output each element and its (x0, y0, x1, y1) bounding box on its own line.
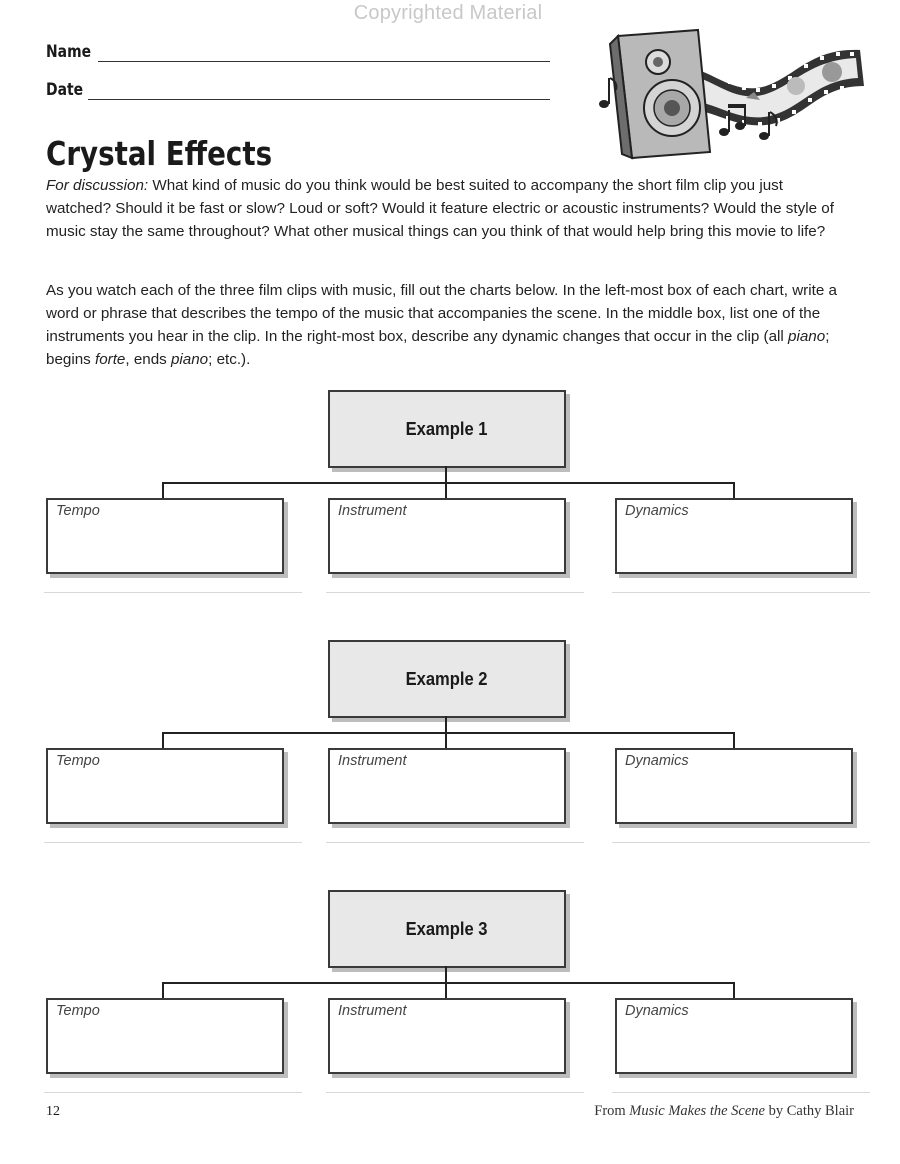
tempo-box[interactable] (46, 498, 284, 574)
divider (44, 1092, 302, 1093)
tempo-box[interactable] (46, 998, 284, 1074)
tempo-label: Tempo (56, 753, 100, 769)
connector-line (445, 482, 447, 498)
speaker-film-artwork (596, 28, 868, 162)
connector-line (162, 982, 164, 998)
dynamics-label: Dynamics (625, 753, 689, 769)
instrument-box[interactable] (328, 748, 566, 824)
instrument-label: Instrument (338, 503, 407, 519)
tempo-label: Tempo (56, 1003, 100, 1019)
tempo-label: Tempo (56, 503, 100, 519)
instructions-text: , ends (125, 351, 171, 368)
divider (44, 842, 302, 843)
instrument-label: Instrument (338, 753, 407, 769)
example-title-box (328, 640, 566, 718)
dynamics-label: Dynamics (625, 503, 689, 519)
credit-suffix: by Cathy Blair (764, 1103, 854, 1119)
discussion-paragraph (46, 174, 846, 243)
connector-line (162, 482, 164, 498)
example-title: Example 3 (406, 918, 488, 939)
dynamics-label: Dynamics (625, 1003, 689, 1019)
credit-prefix: From (594, 1103, 630, 1119)
connector-line (733, 732, 735, 748)
instructions-text: ; begins (46, 328, 830, 368)
instructions-text: ; etc.). (208, 351, 251, 368)
divider (326, 1092, 584, 1093)
dynamics-box[interactable] (615, 748, 853, 824)
divider (326, 592, 584, 593)
chart-example-2 (0, 640, 900, 850)
watermark: Copyrighted Material (353, 2, 543, 24)
connector-line (162, 982, 735, 984)
name-field[interactable] (98, 61, 550, 62)
speaker-icon (610, 30, 710, 158)
page-number: 12 (46, 1104, 60, 1119)
example-title: Example 2 (406, 668, 488, 689)
connector-line (733, 982, 735, 998)
connector-line (733, 482, 735, 498)
discussion-text: What kind of music do you think would be best suited to accompany the short film clip you just watched? Should it be fast or slow? Loud or soft? Would it feature electric or acoustic instruments? Would the style of music stay the same throughout? What other musical things can you think of that would help bring this movie to life? (46, 177, 834, 240)
divider (326, 842, 584, 843)
connector-line (162, 732, 735, 734)
discussion-lead: For discussion: (46, 177, 149, 194)
example-title-box (328, 890, 566, 968)
instructions-emphasis: piano (170, 351, 209, 368)
example-title-box (328, 390, 566, 468)
divider (612, 1092, 870, 1093)
divider (44, 592, 302, 593)
connector-line (162, 732, 164, 748)
divider (612, 842, 870, 843)
date-label: Date (46, 80, 84, 100)
connector-line (162, 482, 735, 484)
instrument-box[interactable] (328, 998, 566, 1074)
date-field[interactable] (88, 99, 550, 100)
instrument-box[interactable] (328, 498, 566, 574)
dynamics-box[interactable] (615, 498, 853, 574)
chart-example-3 (0, 890, 900, 1100)
instrument-label: Instrument (338, 1003, 407, 1019)
tempo-box[interactable] (46, 748, 284, 824)
example-title: Example 1 (406, 418, 488, 439)
instructions-text: As you watch each of the three film clips with music, fill out the charts below. In the left-most box of each chart, write a word or phrase that describes the tempo of the music that accompanies the scene. In the middle box, list one of the instruments you hear in the clip. In the right-most box, describe any dynamic changes that occur in the clip (all (46, 282, 837, 345)
divider (612, 592, 870, 593)
page-title: Crystal Effects (46, 134, 273, 173)
instructions-emphasis: forte (94, 351, 126, 368)
connector-line (445, 982, 447, 998)
footer-credit (594, 1103, 854, 1120)
instructions-paragraph (46, 279, 846, 371)
dynamics-box[interactable] (615, 998, 853, 1074)
chart-example-1 (0, 390, 900, 600)
connector-line (445, 732, 447, 748)
credit-book-title: Music Makes the Scene (629, 1103, 765, 1119)
name-label: Name (46, 42, 92, 62)
instructions-emphasis: piano (788, 328, 826, 345)
